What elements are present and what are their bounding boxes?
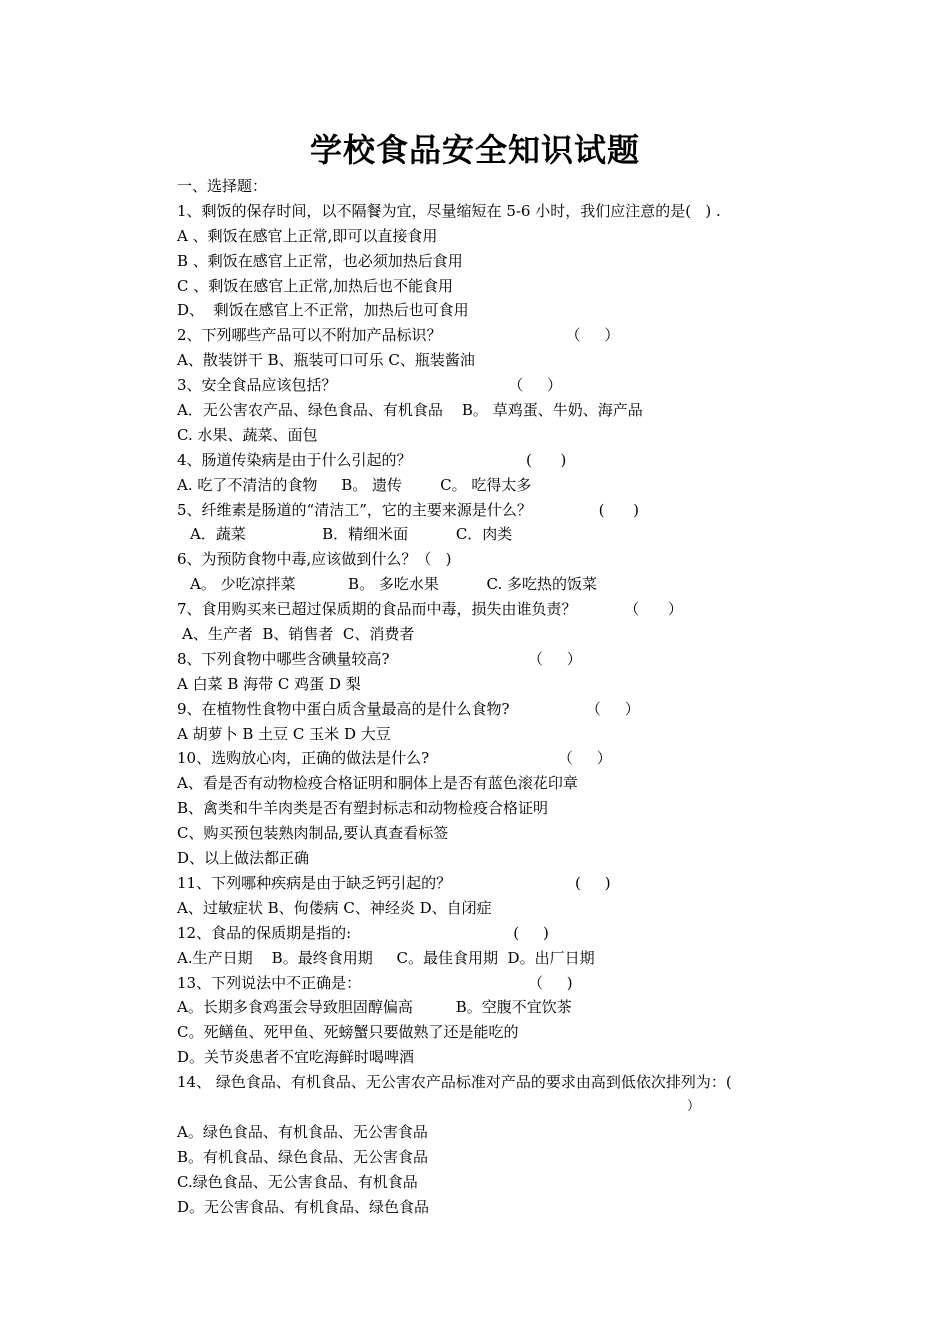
document-line: A 、剩饭在感官上正常,即可以直接食用 <box>177 226 438 245</box>
document-line: A。 少吃凉拌菜 B。 多吃水果 C. 多吃热的饭菜 <box>190 575 598 594</box>
document-line: B、禽类和牛羊肉类是否有塑封标志和动物检疫合格证明 <box>177 799 549 818</box>
document-line: 7、食用购买来已超过保质期的食品而中毒，损失由谁负责？ （ ） <box>177 600 683 619</box>
document-line: 4、肠道传染病是由于什么引起的？ ( ) <box>177 450 567 469</box>
document-line: A、看是否有动物检疫合格证明和胴体上是否有蓝色滚花印章 <box>177 774 578 793</box>
document-title: 学校食品安全知识试题 <box>309 131 640 169</box>
document-line: 12、食品的保质期是指的: ( ) <box>177 923 549 942</box>
document-line: A.生产日期 B。最终食用期 C。最佳食用期 D。出厂日期 <box>177 948 595 967</box>
document-line: A. 吃了不清洁的食物 B。 遗传 C。 吃得太多 <box>177 475 532 494</box>
document-line: C 、剩饭在感官上正常,加热后也不能食用 <box>177 276 454 295</box>
document-line: C。死鳝鱼、死甲鱼、死螃蟹只要做熟了还是能吃的 <box>177 1023 519 1042</box>
document-line: 10、选购放心肉，正确的做法是什么? （ ） <box>177 749 612 768</box>
document-line: 6、为预防食物中毒,应该做到什么？（ ) <box>177 550 452 569</box>
document-line: C、购买预包装熟肉制品,要认真查看标签 <box>177 824 449 843</box>
document-line: D、以上做法都正确 <box>177 849 310 868</box>
document-body <box>177 174 837 1219</box>
document-line: 1、剩饭的保存时间，以不隔餐为宜，尽量缩短在 5-6 小时，我们应注意的是( ) . <box>177 201 721 220</box>
document-line: A、散装饼干 B、瓶装可口可乐 C、瓶装酱油 <box>177 351 475 370</box>
document-line: A 胡萝卜 B 土豆 C 玉米 D 大豆 <box>177 724 391 743</box>
document-line: B。有机食品、绿色食品、无公害食品 <box>177 1147 429 1166</box>
document-line: B 、剩饭在感官上正常，也必须加热后食用 <box>177 251 463 270</box>
document-line: 一、选择题： <box>177 177 268 195</box>
document-line: A、过敏症状 B、佝偻病 C、神经炎 D、自闭症 <box>177 898 492 917</box>
document-line: 11、下列哪种疾病是由于缺乏钙引起的？ ( ) <box>177 873 611 892</box>
document-line: A 白菜 B 海带 C 鸡蛋 D 梨 <box>177 674 361 693</box>
document-line: 5、纤维素是肠道的“清洁工”，它的主要来源是什么？ ( ) <box>177 500 639 519</box>
document-line: D、 剩饭在感官上不正常，加热后也可食用 <box>177 301 469 320</box>
document-line: A．蔬菜 B．精细米面 C．肉类 <box>190 525 513 544</box>
document-line: A。长期多食鸡蛋会导致胆固醇偏高 B。空腹不宜饮茶 <box>177 998 572 1017</box>
document-line: A．无公害农产品、绿色食品、有机食品 B。 草鸡蛋、牛奶、海产品 <box>177 401 643 420</box>
document-line: A。绿色食品、有机食品、无公害食品 <box>177 1122 428 1141</box>
document-line: D。关节炎患者不宜吃海鲜时喝啤酒 <box>177 1048 415 1067</box>
document-line: 3、安全食品应该包括？ （ ） <box>177 376 563 395</box>
document-line: 13、下列说法中不正确是： （ ) <box>177 973 573 992</box>
document-line: ） <box>687 1098 701 1114</box>
document-line: C. 水果、蔬菜、面包 <box>177 425 318 444</box>
document-line: 2、下列哪些产品可以不附加产品标识？ （ ） <box>177 326 620 345</box>
document-line: 8、下列食物中哪些含碘量较高? （ ） <box>177 649 582 668</box>
document-line: D。无公害食品、有机食品、绿色食品 <box>177 1197 430 1216</box>
document-line: C.绿色食品、无公害食品、有机食品 <box>177 1172 418 1191</box>
document-line: A、生产者 B、销售者 C、消费者 <box>182 625 415 644</box>
document-line: 14、 绿色食品、有机食品、无公害农产品标准对产品的要求由高到低依次排列为：( <box>177 1073 732 1092</box>
document-line: 9、在植物性食物中蛋白质含量最高的是什么食物? （ ） <box>177 699 640 718</box>
